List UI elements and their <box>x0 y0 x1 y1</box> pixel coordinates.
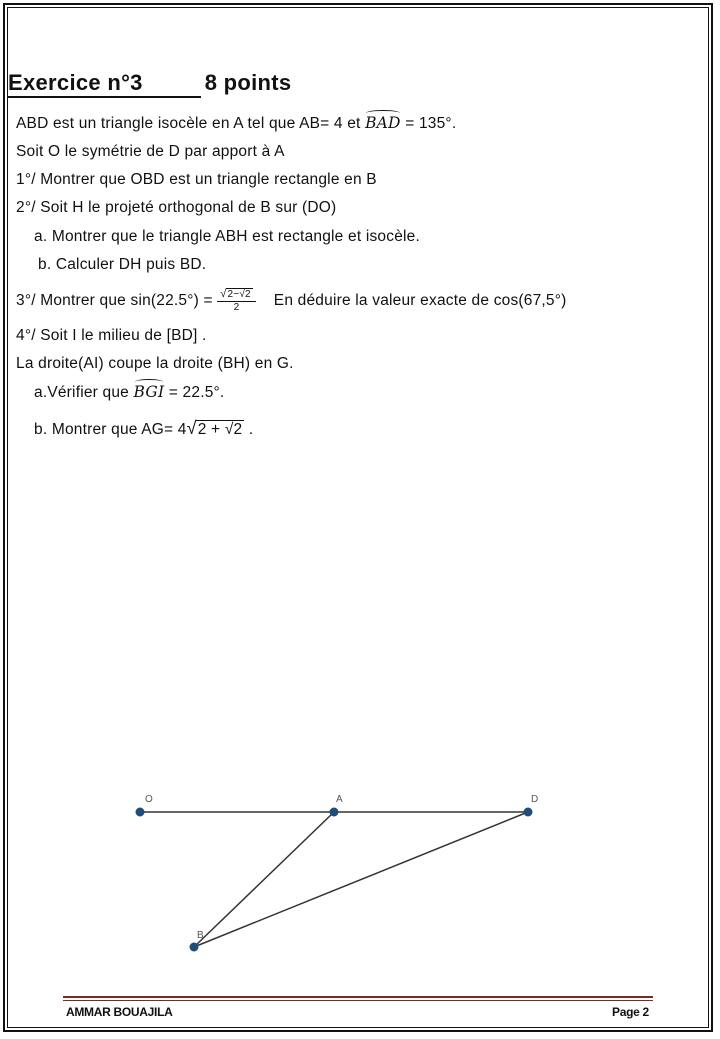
statement-line-2: Soit O le symétrie de D par apport à A <box>16 143 285 160</box>
segment-bd <box>194 812 528 947</box>
footer-rule-thick <box>63 996 653 998</box>
question-3-text: 3°/ Montrer que sin(22.5°) = <box>16 292 218 310</box>
footer-page-number: Page 2 <box>612 1005 649 1019</box>
question-2a: a. Montrer que le triangle ABH est rectangle et isocèle. <box>34 228 420 245</box>
fraction-numerator: 2−√2 <box>227 289 251 300</box>
label-b: B <box>197 930 204 941</box>
footer-rule-thin <box>63 1000 653 1001</box>
statement-text: ABD est un triangle isocèle en A tel que AB= 4 et <box>16 115 366 132</box>
question-4b-text: b. Montrer que AG= 4 <box>34 421 187 438</box>
question-4: 4°/ Soit I le milieu de [BD] . <box>16 327 207 344</box>
point-d <box>524 808 533 817</box>
angle-bad: BAD <box>365 114 401 132</box>
question-3-deduce: En déduire la valeur exacte de cos(67,5°) <box>273 292 567 310</box>
question-4a-text: a.Vérifier que <box>34 384 134 401</box>
question-4a-value: = 22.5°. <box>164 384 225 401</box>
fraction: $\frac{√2-√2}{2}$ <box>217 288 256 314</box>
question-4b-end: . <box>244 421 254 438</box>
angle-bgi: BGI <box>133 383 165 401</box>
radical: 2 + √2 <box>197 421 243 438</box>
segment-ab <box>194 812 334 947</box>
point-b <box>190 943 199 952</box>
point-a <box>330 808 339 817</box>
question-2b: b. Calculer DH puis BD. <box>38 256 207 273</box>
question-1: 1°/ Montrer que OBD est un triangle rectangle en B <box>16 171 377 188</box>
label-a: A <box>336 794 343 805</box>
exercise-points: 8 points <box>204 70 292 95</box>
fraction-denominator: 2 <box>233 302 240 313</box>
point-o <box>136 808 145 817</box>
statement-value: = 135°. <box>400 115 457 132</box>
statement-line-droite: La droite(AI) coupe la droite (BH) en G. <box>16 355 294 372</box>
footer-author: AMMAR BOUAJILA <box>66 1005 173 1019</box>
question-4b: b. Montrer que AG= 4√2 + √2 . <box>34 418 254 438</box>
label-d: D <box>531 794 539 805</box>
exercise-number: Exercice n°3 <box>8 70 201 98</box>
question-2: 2°/ Soit H le projeté orthogonal de B sur (DO) <box>16 199 337 216</box>
label-o: O <box>145 794 153 805</box>
